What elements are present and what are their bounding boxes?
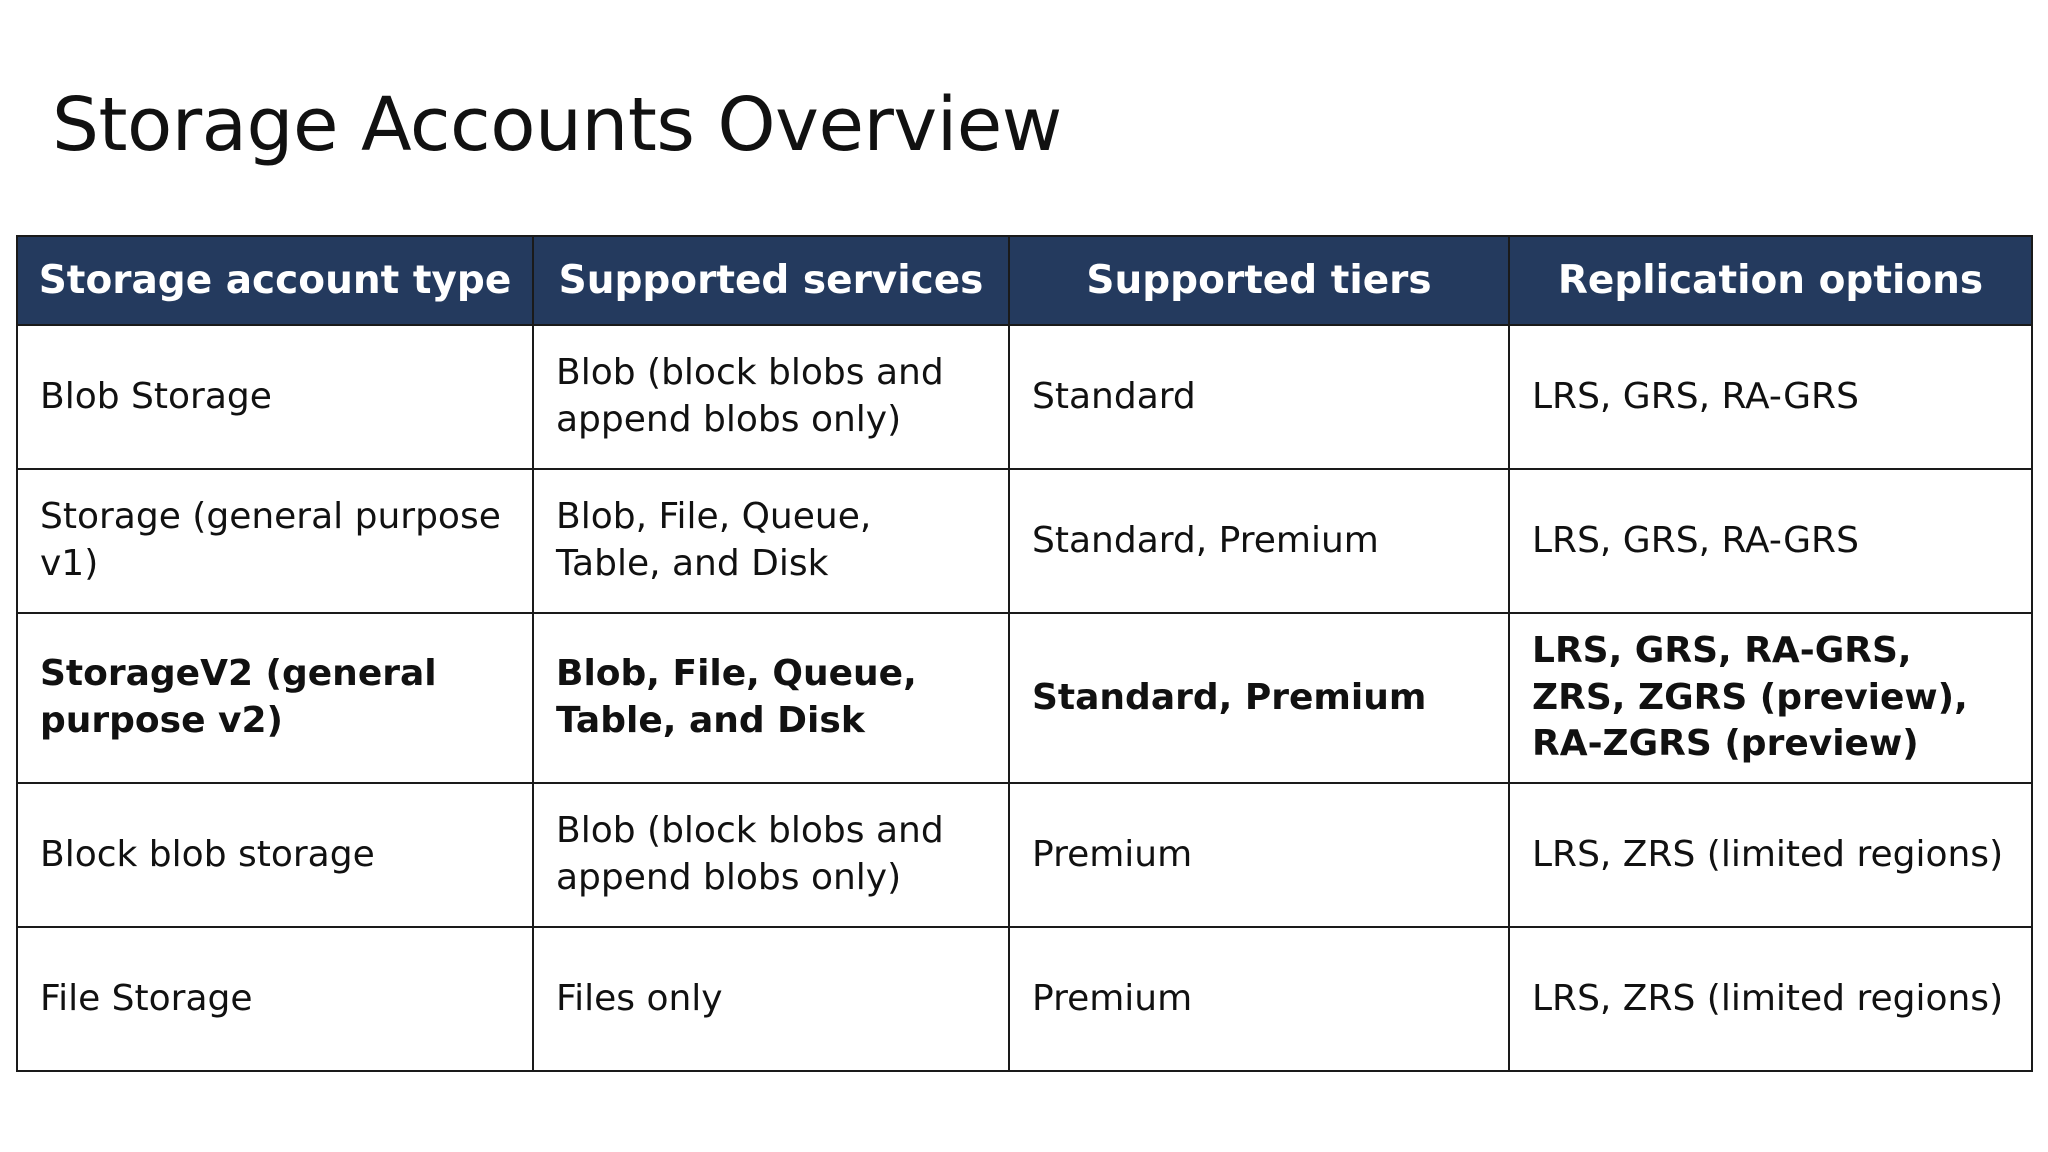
cell-supported-services: Blob, File, Queue, Table, and Disk xyxy=(533,613,1009,783)
cell-supported-tiers: Standard, Premium xyxy=(1009,613,1509,783)
cell-replication-options: LRS, ZRS (limited regions) xyxy=(1509,783,2032,927)
header-supported-services: Supported services xyxy=(533,236,1009,325)
storage-accounts-table-container xyxy=(16,235,2031,1072)
cell-supported-services: Files only xyxy=(533,927,1009,1071)
header-supported-tiers: Supported tiers xyxy=(1009,236,1509,325)
header-storage-account-type: Storage account type xyxy=(17,236,533,325)
table-row-highlighted xyxy=(17,613,2032,783)
cell-supported-tiers: Standard xyxy=(1009,325,1509,469)
table-header xyxy=(17,236,2032,325)
cell-storage-account-type: File Storage xyxy=(17,927,533,1071)
page-title: Storage Accounts Overview xyxy=(52,82,1062,168)
table-body xyxy=(17,325,2032,1071)
cell-replication-options: LRS, GRS, RA-GRS xyxy=(1509,325,2032,469)
cell-supported-services: Blob, File, Queue, Table, and Disk xyxy=(533,469,1009,613)
cell-supported-services: Blob (block blobs and append blobs only) xyxy=(533,325,1009,469)
header-replication-options: Replication options xyxy=(1509,236,2032,325)
cell-supported-tiers: Standard, Premium xyxy=(1009,469,1509,613)
cell-replication-options: LRS, GRS, RA-GRS, ZRS, ZGRS (preview), RA-ZGRS (preview) xyxy=(1509,613,2032,783)
cell-replication-options: LRS, ZRS (limited regions) xyxy=(1509,927,2032,1071)
cell-storage-account-type: Block blob storage xyxy=(17,783,533,927)
cell-supported-tiers: Premium xyxy=(1009,927,1509,1071)
table-row xyxy=(17,325,2032,469)
header-row xyxy=(17,236,2032,325)
table-row xyxy=(17,469,2032,613)
cell-storage-account-type: StorageV2 (general purpose v2) xyxy=(17,613,533,783)
storage-accounts-table xyxy=(16,235,2033,1072)
table-row xyxy=(17,927,2032,1071)
cell-replication-options: LRS, GRS, RA-GRS xyxy=(1509,469,2032,613)
cell-storage-account-type: Blob Storage xyxy=(17,325,533,469)
table-row xyxy=(17,783,2032,927)
cell-supported-services: Blob (block blobs and append blobs only) xyxy=(533,783,1009,927)
cell-storage-account-type: Storage (general purpose v1) xyxy=(17,469,533,613)
cell-supported-tiers: Premium xyxy=(1009,783,1509,927)
